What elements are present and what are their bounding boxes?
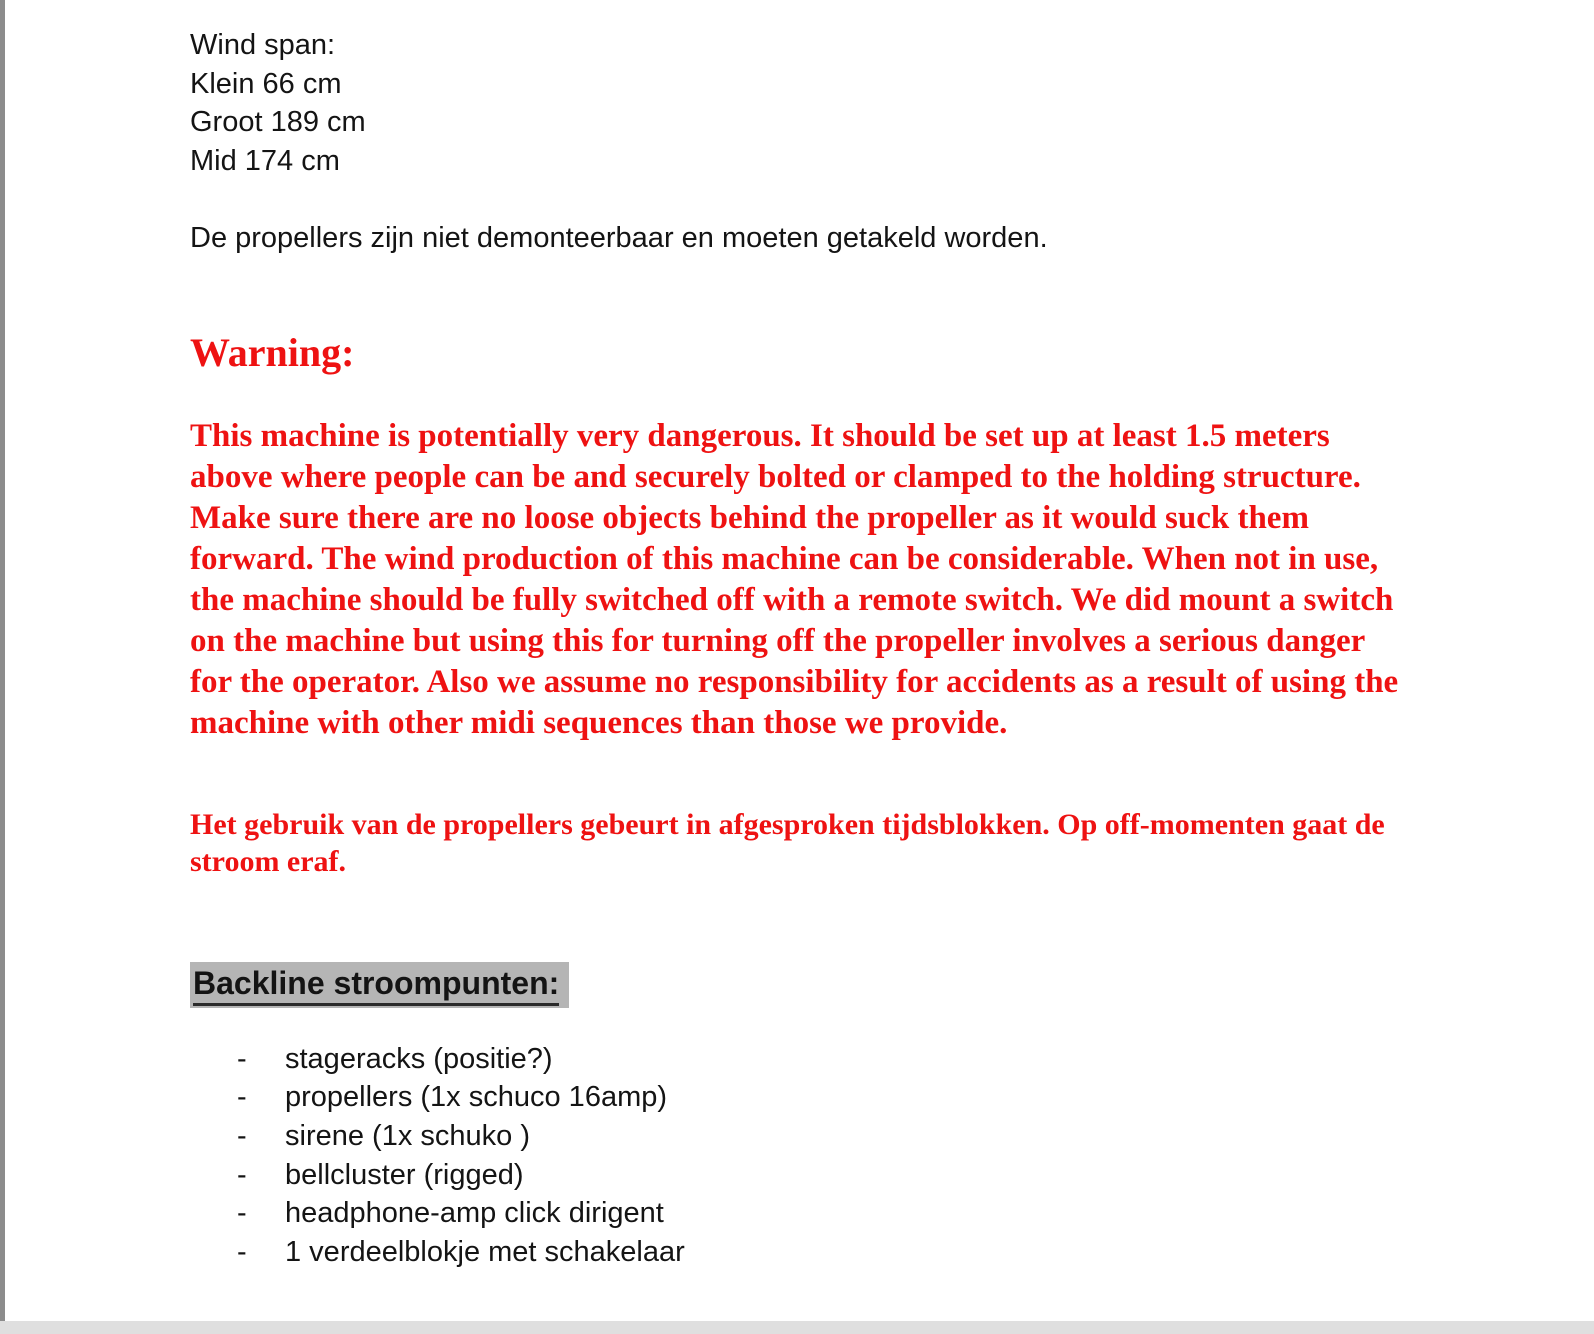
list-item-text: headphone-amp click dirigent [285, 1197, 664, 1230]
list-bullet-dash: - [237, 1236, 247, 1269]
list-item [237, 1117, 1450, 1156]
spec-line-groot: Groot 189 cm [190, 106, 366, 139]
list-item [237, 1194, 1450, 1233]
backline-heading-row [190, 962, 1450, 1008]
list-item [237, 1233, 1450, 1272]
list-item-text: 1 verdeelblokje met schakelaar [285, 1236, 685, 1269]
spec-line-klein: Klein 66 cm [190, 67, 342, 100]
backline-heading-text: Backline stroompunten: [193, 966, 559, 1006]
list-item-text: bellcluster (rigged) [285, 1158, 524, 1191]
list-bullet-dash: - [237, 1158, 247, 1191]
list-bullet-dash: - [237, 1042, 247, 1075]
list-item-text: stageracks (positie?) [285, 1042, 553, 1075]
warning-heading: Warning: [190, 329, 355, 375]
spec-line-windspan: Wind span: [190, 29, 336, 61]
list-item [237, 1156, 1450, 1195]
warning-schedule-note: Het gebruik van de propellers gebeurt in afgesproken tijdsblokken. Op off-momenten gaat de stroom eraf. [190, 807, 1385, 878]
spec-line-mid: Mid 174 cm [190, 145, 340, 178]
list-bullet-dash: - [237, 1197, 247, 1230]
warning-paragraph: This machine is potentially very dangerous. It should be set up at least 1.5 meters above where people can be and securely bolted or clamped to the holding structure. Make sure there are no loose objects behind the propeller as it would suck them forward. The wind production of this machine can be considerable. When not in use, the machine should be fully switched off with a remote switch. We did mount a switch on the machine but using this for turning off the propeller involves a serious danger for the operator. Also we assume no responsibility for accidents as a result of using the machine with other midi sequences than those we provide. [190, 417, 1399, 741]
page-bottom-edge [0, 1321, 1594, 1334]
list-item-text: sirene (1x schuko ) [285, 1119, 530, 1152]
document-page [190, 0, 1450, 1272]
propeller-intro-text: De propellers zijn niet demonteerbaar en moeten getakeld worden. [190, 221, 1048, 254]
list-bullet-dash: - [237, 1081, 247, 1114]
list-item [237, 1078, 1450, 1117]
backline-heading-highlight [190, 962, 569, 1008]
list-item [237, 1040, 1450, 1079]
page-left-edge [0, 0, 5, 1334]
list-item-text: propellers (1x schuco 16amp) [285, 1081, 668, 1114]
list-bullet-dash: - [237, 1119, 247, 1152]
backline-power-list [190, 1040, 1450, 1272]
wind-span-specs [190, 0, 1450, 181]
